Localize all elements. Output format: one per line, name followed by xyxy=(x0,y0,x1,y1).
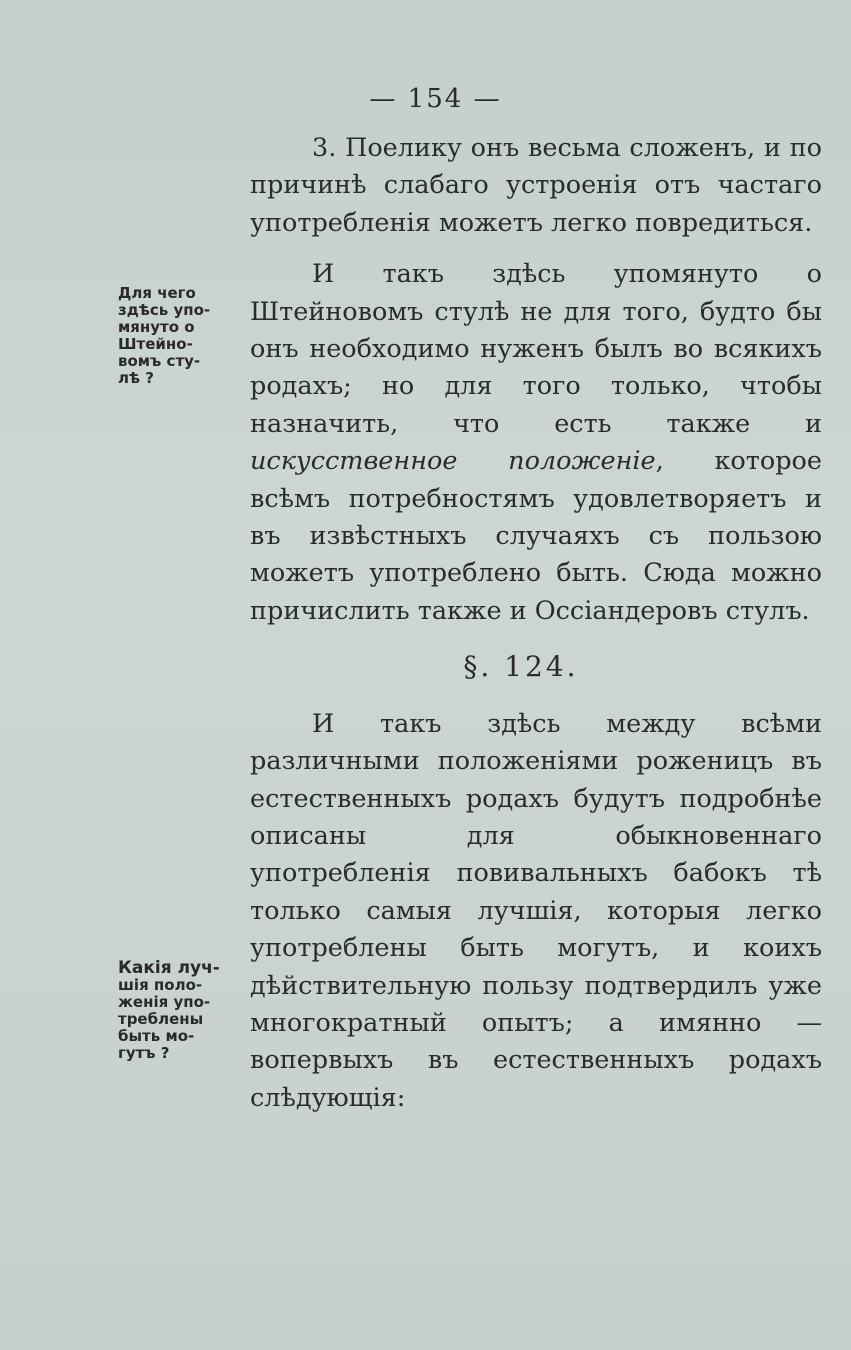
paragraph-2-text-end: , которое всѣмъ потребностямъ удовлетворяетъ и въ извѣстныхъ случаяхъ съ пользою можетъ употреблено быть. Сюда можно причислить также и Оссіандеровъ стулъ. xyxy=(250,446,823,626)
margin-note-line: треблены xyxy=(118,1010,204,1028)
section-heading: §. 124. xyxy=(463,650,579,684)
page-number: — 154 — xyxy=(369,84,502,114)
margin-note-line: мянуто о xyxy=(118,318,195,336)
margin-note-line: женія упо- xyxy=(118,993,211,1011)
margin-note-line: здѣсь упо- xyxy=(118,301,211,319)
margin-note-line: лѣ ? xyxy=(118,369,154,387)
margin-note-line: вомъ сту- xyxy=(118,352,201,370)
margin-note-line: шія поло- xyxy=(118,976,203,994)
margin-note-line: Штейно- xyxy=(118,335,193,353)
paragraph-2 xyxy=(250,256,822,630)
main-text xyxy=(250,130,822,1117)
paragraph-2-text: И такъ здѣсь упомянуто о Штейновомъ стулѣ не для того, будто бы онъ необходимо нуженъ былъ во всякихъ родахъ; но для того только, чтобы назначить, что есть также и xyxy=(250,259,822,439)
paragraph-1: 3. Поелику онъ весьма сложенъ, и по причинѣ слабаго устроенія отъ частаго употребленія можетъ легко повредиться. xyxy=(250,133,822,238)
paragraph-3: И такъ здѣсь между всѣми различными положеніями роженицъ въ естественныхъ родахъ будутъ подробнѣе описаны для обыкновеннаго употребленія повивальныхъ бабокъ тѣ только самыя лучшія, которыя легко употреблены быть могутъ, и коихъ дѣйствительную пользу подтвердилъ уже многократный опытъ; а имянно — вопервыхъ въ естественныхъ родахъ слѣдующія: xyxy=(250,708,822,1113)
paragraph-2-italic: искусственное положеніе xyxy=(250,446,656,477)
margin-note-line: Для чего xyxy=(118,284,196,302)
margin-note-line: Какія луч- xyxy=(118,958,220,978)
margin-note-line: гутъ ? xyxy=(118,1044,170,1062)
margin-note-line: быть мо- xyxy=(118,1027,195,1045)
margin-note-best-positions xyxy=(118,960,248,1062)
margin-note-stein-chair xyxy=(118,285,248,387)
